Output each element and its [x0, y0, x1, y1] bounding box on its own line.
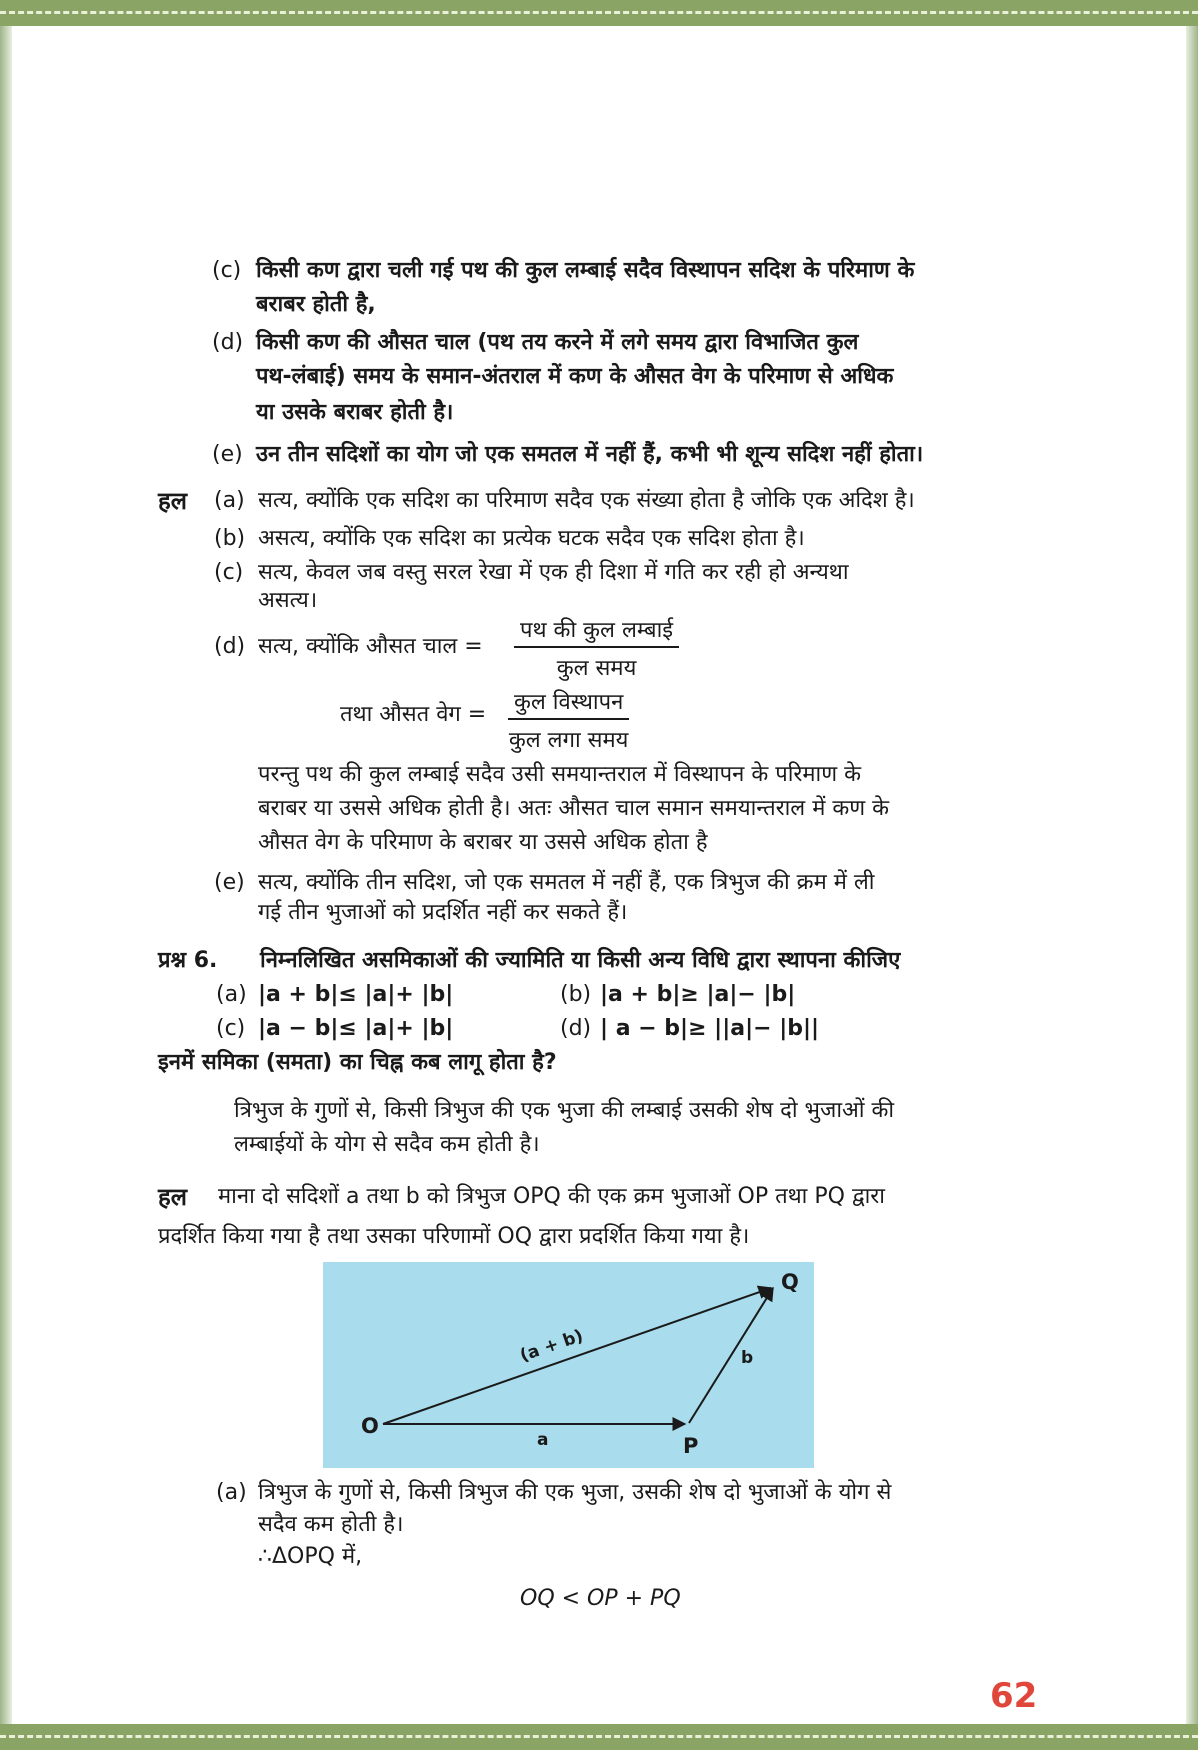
sol3-a-label: (a) — [216, 1480, 247, 1505]
triangle-ref-text: ∴ΔOPQ में, — [258, 1544, 363, 1569]
sol2-line1: माना दो सदिशों a तथा b को त्रिभुज OPQ की एक क्रम भुजाओं OP तथा PQ द्वारा — [218, 1184, 885, 1209]
item-d-line3: या उसके बराबर होती है। — [256, 400, 454, 425]
q6-b-expr: |a + b|≥ |a|− |b| — [600, 982, 796, 1007]
sol-e-line1: सत्य, क्योंकि तीन सदिश, जो एक समतल में नहीं हैं, एक त्रिभुज की क्रम में ली — [258, 870, 875, 895]
inequality-expr: OQ < OP + PQ — [520, 1586, 681, 1611]
q6-a-expr: |a + b|≤ |a|+ |b| — [258, 982, 454, 1007]
sol-d-para-line3: औसत वेग के परिमाण के बराबर या उससे अधिक होता है — [258, 830, 708, 855]
sol-b-text: असत्य, क्योंकि एक सदिश का प्रत्येक घटक सदैव एक सदिश होता है। — [258, 526, 805, 551]
point-P-label: P — [683, 1434, 699, 1458]
solution-heading: हल — [158, 487, 188, 515]
sol3-a-line1: त्रिभुज के गुणों से, किसी त्रिभुज की एक भुजा, उसकी शेष दो भुजाओं के योग से — [258, 1480, 892, 1505]
q6-c-expr: |a − b|≤ |a|+ |b| — [258, 1016, 454, 1041]
q6-equality-question: इनमें समिका (समता) का चिह्न कब लागू होता है? — [158, 1050, 557, 1075]
avg-speed-prefix: सत्य, क्योंकि औसत चाल = — [258, 634, 483, 659]
sol-c-line2: असत्य। — [258, 588, 318, 613]
item-e-line1: उन तीन सदिशों का योग जो एक समतल में नहीं हैं, कभी भी शून्य सदिश नहीं होता। — [256, 442, 924, 467]
solution-2-heading: हल — [158, 1183, 188, 1211]
q6-d-expr: | a − b|≥ ||a|− |b|| — [600, 1016, 820, 1041]
sol3-a-line2: सदैव कम होती है। — [258, 1512, 404, 1537]
sol-a-text: सत्य, क्योंकि एक सदिश का परिमाण सदैव एक संख्या होता है जोकि एक अदिश है। — [258, 488, 915, 513]
sol-d-label: (d) — [214, 634, 246, 659]
q6-b-label: (b) — [560, 982, 592, 1007]
question-6-label: प्रश्न 6. — [158, 948, 218, 973]
q6-a-label: (a) — [216, 982, 247, 1007]
item-e-label: (e) — [212, 442, 243, 467]
question-6-text: निम्नलिखित असमिकाओं की ज्यामिति या किसी अन्य विधि द्वारा स्थापना कीजिए — [260, 948, 901, 973]
page-border-top — [0, 0, 1198, 26]
sol-d-para-line1: परन्तु पथ की कुल लम्बाई सदैव उसी समयान्तराल में विस्थापन के परिमाण के — [258, 762, 862, 787]
item-c-label: (c) — [212, 258, 242, 283]
avg-velocity-denominator: कुल लगा समय — [508, 728, 629, 753]
vector-b-line — [689, 1288, 773, 1423]
q6-c-label: (c) — [216, 1016, 246, 1041]
avg-velocity-numerator: कुल विस्थापन — [508, 686, 629, 720]
vector-b-label: b — [741, 1348, 754, 1368]
item-d-label: (d) — [212, 330, 244, 355]
avg-velocity-fraction — [508, 686, 629, 754]
avg-speed-denominator: कुल समय — [556, 656, 637, 681]
item-d-line1: किसी कण की औसत चाल (पथ तय करने में लगे समय द्वारा विभाजित कुल — [256, 330, 859, 355]
sol-e-label: (e) — [214, 870, 245, 895]
vector-a-label: a — [537, 1430, 549, 1450]
page-border-bottom — [0, 1724, 1198, 1750]
avg-speed-numerator: पथ की कुल लम्बाई — [514, 614, 679, 648]
sol2-line2: प्रदर्शित किया गया है तथा उसका परिणामों OQ द्वारा प्रदर्शित किया गया है। — [158, 1224, 750, 1249]
sol-a-label: (a) — [214, 488, 245, 513]
triangle-diagram — [323, 1262, 814, 1468]
avg-speed-fraction — [514, 614, 679, 682]
sol-c-label: (c) — [214, 560, 244, 585]
vector-ab-label: (a + b) — [517, 1325, 586, 1367]
hint-line2: लम्बाईयों के योग से सदैव कम होती है। — [234, 1132, 540, 1157]
item-d-line2: पथ-लंबाई) समय के समान-अंतराल में कण के औसत वेग के परिमाण से अधिक — [256, 364, 894, 389]
item-c-line2: बराबर होती है, — [256, 292, 376, 317]
hint-line1: त्रिभुज के गुणों से, किसी त्रिभुज की एक भुजा की लम्बाई उसकी शेष दो भुजाओं की — [234, 1098, 895, 1123]
sol-d-para-line2: बराबर या उससे अधिक होती है। अतः औसत चाल समान समयान्तराल में कण के — [258, 796, 890, 821]
q6-d-label: (d) — [560, 1016, 592, 1041]
sol-b-label: (b) — [214, 526, 246, 551]
page-border-right — [1186, 26, 1198, 1724]
point-O-label: O — [361, 1414, 379, 1438]
item-c-line1: किसी कण द्वारा चली गई पथ की कुल लम्बाई सदैव विस्थापन सदिश के परिमाण के — [256, 258, 915, 283]
vector-ab-line — [383, 1288, 771, 1424]
page-number: 62 — [990, 1676, 1038, 1716]
avg-velocity-prefix: तथा औसत वेग = — [340, 702, 487, 727]
point-Q-label: Q — [781, 1270, 799, 1294]
page-border-left — [0, 26, 12, 1724]
sol-c-line1: सत्य, केवल जब वस्तु सरल रेखा में एक ही दिशा में गति कर रही हो अन्यथा — [258, 560, 849, 585]
sol-e-line2: गई तीन भुजाओं को प्रदर्शित नहीं कर सकते हैं। — [258, 900, 628, 925]
